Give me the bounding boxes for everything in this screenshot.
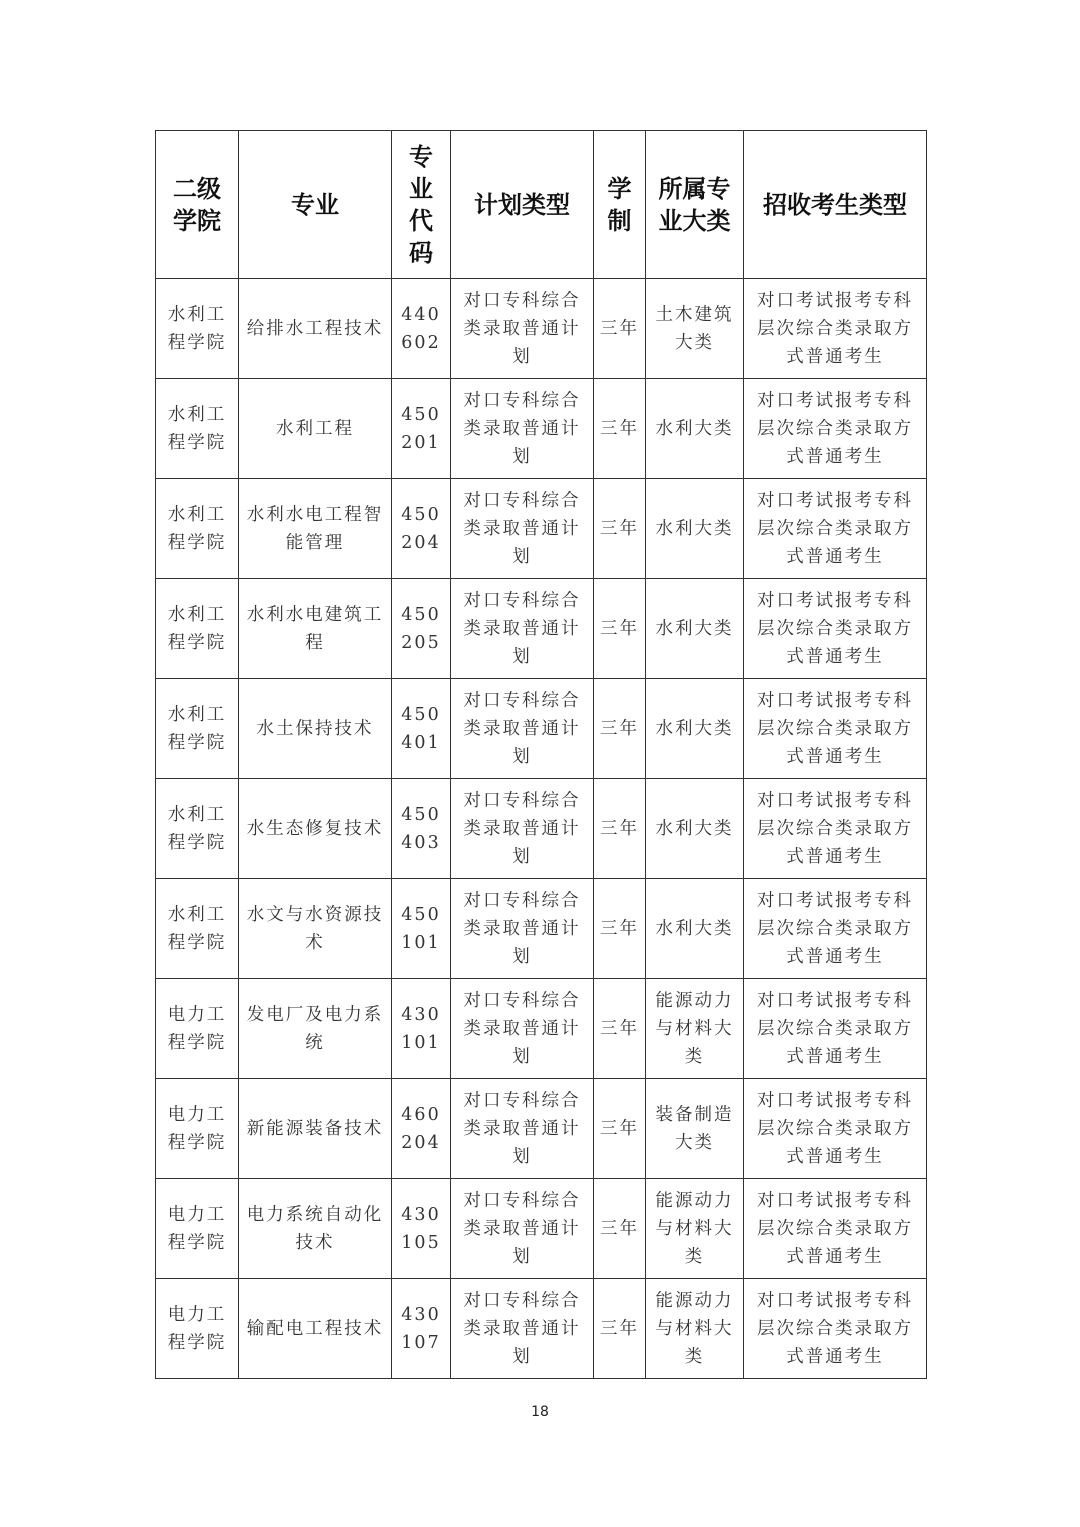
header-college: 二级学院	[156, 131, 239, 279]
cell-plan-type: 对口专科综合类录取普通计划	[451, 379, 594, 479]
cell-student-type: 对口考试报考专科层次综合类录取方式普通考生	[744, 479, 927, 579]
cell-code: 450205	[392, 579, 451, 679]
cell-plan-type: 对口专科综合类录取普通计划	[451, 1279, 594, 1379]
cell-major: 水文与水资源技术	[239, 879, 392, 979]
page-number: 18	[531, 1404, 549, 1420]
cell-student-type: 对口考试报考专科层次综合类录取方式普通考生	[744, 1279, 927, 1379]
cell-student-type: 对口考试报考专科层次综合类录取方式普通考生	[744, 879, 927, 979]
cell-category: 能源动力与材料大类	[646, 979, 744, 1079]
cell-major: 水利水电建筑工程	[239, 579, 392, 679]
cell-category: 水利大类	[646, 679, 744, 779]
cell-category: 土木建筑大类	[646, 279, 744, 379]
header-category: 所属专业大类	[646, 131, 744, 279]
table-row	[156, 1079, 927, 1179]
cell-duration: 三年	[594, 479, 646, 579]
cell-student-type: 对口考试报考专科层次综合类录取方式普通考生	[744, 979, 927, 1079]
cell-plan-type: 对口专科综合类录取普通计划	[451, 679, 594, 779]
cell-category: 装备制造大类	[646, 1079, 744, 1179]
cell-student-type: 对口考试报考专科层次综合类录取方式普通考生	[744, 679, 927, 779]
cell-college: 水利工程学院	[156, 279, 239, 379]
table-row	[156, 579, 927, 679]
cell-code: 440602	[392, 279, 451, 379]
cell-student-type: 对口考试报考专科层次综合类录取方式普通考生	[744, 579, 927, 679]
cell-major: 发电厂及电力系统	[239, 979, 392, 1079]
table-row	[156, 279, 927, 379]
header-plan-type: 计划类型	[451, 131, 594, 279]
table-row	[156, 879, 927, 979]
cell-student-type: 对口考试报考专科层次综合类录取方式普通考生	[744, 379, 927, 479]
cell-duration: 三年	[594, 1079, 646, 1179]
cell-duration: 三年	[594, 1179, 646, 1279]
cell-student-type: 对口考试报考专科层次综合类录取方式普通考生	[744, 1079, 927, 1179]
cell-code: 450403	[392, 779, 451, 879]
cell-plan-type: 对口专科综合类录取普通计划	[451, 1079, 594, 1179]
cell-plan-type: 对口专科综合类录取普通计划	[451, 879, 594, 979]
cell-college: 水利工程学院	[156, 379, 239, 479]
cell-plan-type: 对口专科综合类录取普通计划	[451, 479, 594, 579]
cell-college: 电力工程学院	[156, 1079, 239, 1179]
cell-major: 给排水工程技术	[239, 279, 392, 379]
cell-code: 450204	[392, 479, 451, 579]
table-row	[156, 479, 927, 579]
cell-student-type: 对口考试报考专科层次综合类录取方式普通考生	[744, 1179, 927, 1279]
cell-code: 430107	[392, 1279, 451, 1379]
cell-major: 新能源装备技术	[239, 1079, 392, 1179]
cell-plan-type: 对口专科综合类录取普通计划	[451, 1179, 594, 1279]
table-row	[156, 1279, 927, 1379]
cell-plan-type: 对口专科综合类录取普通计划	[451, 279, 594, 379]
cell-duration: 三年	[594, 879, 646, 979]
cell-major: 水利水电工程智能管理	[239, 479, 392, 579]
cell-major: 水利工程	[239, 379, 392, 479]
cell-college: 水利工程学院	[156, 479, 239, 579]
cell-code: 450401	[392, 679, 451, 779]
cell-duration: 三年	[594, 1279, 646, 1379]
cell-college: 水利工程学院	[156, 879, 239, 979]
cell-code: 430105	[392, 1179, 451, 1279]
cell-plan-type: 对口专科综合类录取普通计划	[451, 979, 594, 1079]
cell-duration: 三年	[594, 779, 646, 879]
table-row	[156, 979, 927, 1079]
enrollment-plan-table	[155, 130, 927, 1379]
cell-major: 输配电工程技术	[239, 1279, 392, 1379]
cell-duration: 三年	[594, 979, 646, 1079]
cell-student-type: 对口考试报考专科层次综合类录取方式普通考生	[744, 779, 927, 879]
cell-code: 450201	[392, 379, 451, 479]
table-row	[156, 779, 927, 879]
cell-major: 水生态修复技术	[239, 779, 392, 879]
cell-category: 水利大类	[646, 579, 744, 679]
table-header-row	[156, 131, 927, 279]
cell-college: 电力工程学院	[156, 1179, 239, 1279]
cell-category: 水利大类	[646, 479, 744, 579]
cell-plan-type: 对口专科综合类录取普通计划	[451, 579, 594, 679]
cell-major: 电力系统自动化技术	[239, 1179, 392, 1279]
cell-category: 能源动力与材料大类	[646, 1179, 744, 1279]
cell-major: 水土保持技术	[239, 679, 392, 779]
cell-duration: 三年	[594, 379, 646, 479]
cell-category: 能源动力与材料大类	[646, 1279, 744, 1379]
cell-college: 水利工程学院	[156, 579, 239, 679]
header-duration: 学制	[594, 131, 646, 279]
cell-college: 电力工程学院	[156, 1279, 239, 1379]
cell-plan-type: 对口专科综合类录取普通计划	[451, 779, 594, 879]
header-major: 专业	[239, 131, 392, 279]
table-row	[156, 379, 927, 479]
cell-code: 450101	[392, 879, 451, 979]
cell-code: 460204	[392, 1079, 451, 1179]
cell-duration: 三年	[594, 579, 646, 679]
header-student-type: 招收考生类型	[744, 131, 927, 279]
cell-category: 水利大类	[646, 779, 744, 879]
table-row	[156, 679, 927, 779]
cell-student-type: 对口考试报考专科层次综合类录取方式普通考生	[744, 279, 927, 379]
cell-category: 水利大类	[646, 879, 744, 979]
cell-duration: 三年	[594, 279, 646, 379]
cell-duration: 三年	[594, 679, 646, 779]
cell-category: 水利大类	[646, 379, 744, 479]
cell-college: 水利工程学院	[156, 679, 239, 779]
header-code: 专业代码	[392, 131, 451, 279]
cell-college: 水利工程学院	[156, 779, 239, 879]
table-row	[156, 1179, 927, 1279]
table-body	[156, 279, 927, 1379]
cell-code: 430101	[392, 979, 451, 1079]
cell-college: 电力工程学院	[156, 979, 239, 1079]
